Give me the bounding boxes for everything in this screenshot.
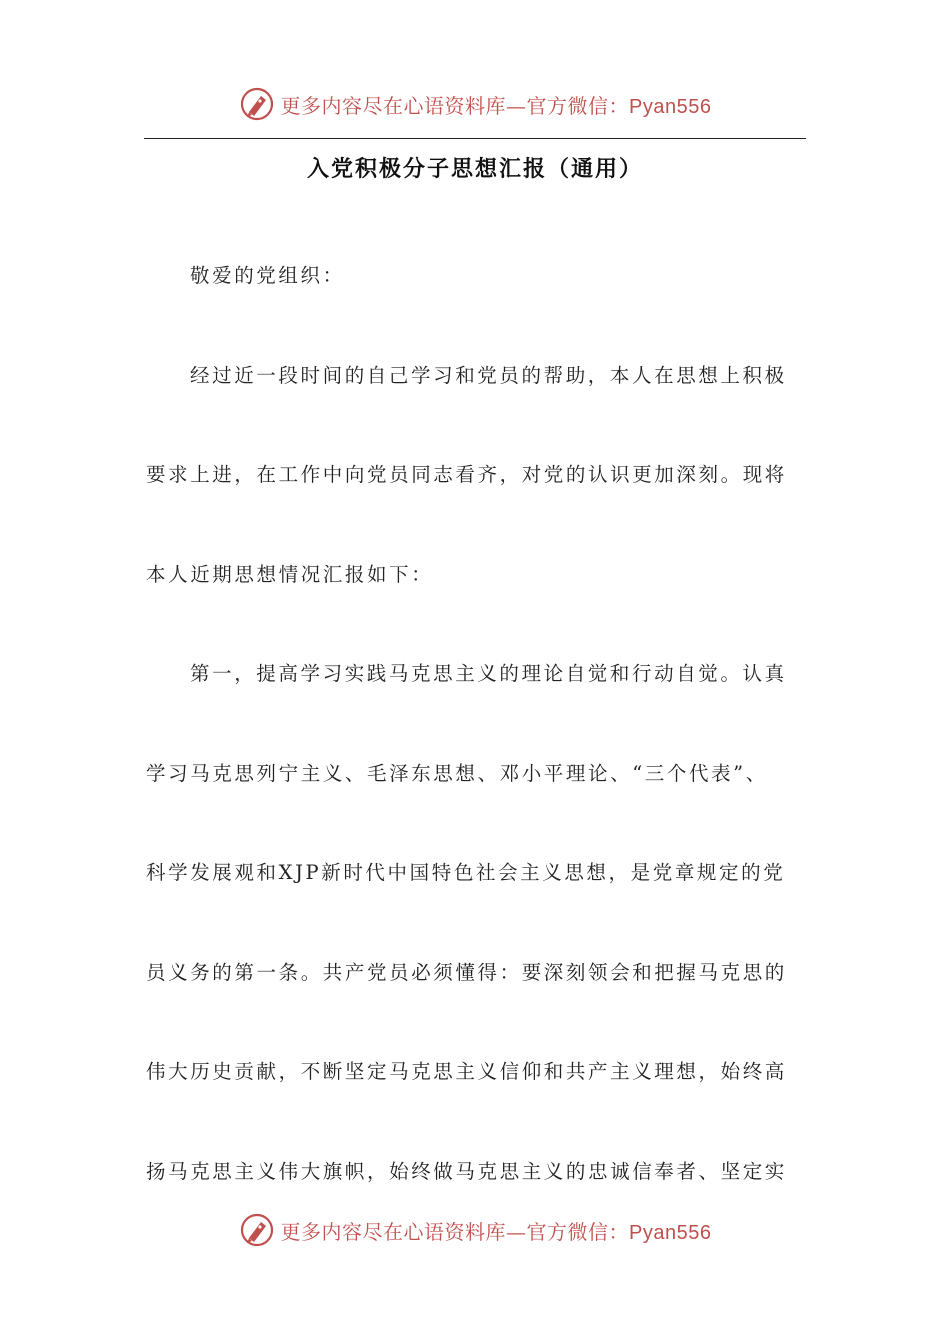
paragraph-line: 经过近一段时间的自己学习和党员的帮助，本人在思想上积极	[190, 363, 787, 387]
pen-nib-logo-icon	[239, 1212, 275, 1248]
watermark-text	[281, 90, 712, 119]
paragraph-line: 本人近期思想情况汇报如下：	[146, 562, 434, 586]
paragraph-line: 第一，提高学习实践马克思主义的理论自觉和行动自觉。认真	[190, 662, 787, 685]
watermark-wechat-id: Pyan556	[629, 95, 712, 118]
paragraph-line: 要求上进，在工作中向党员同志看齐，对党的认识更加深刻。现将	[146, 463, 787, 486]
paragraph-line: 科学发展观和XJP新时代中国特色社会主义思想，是党章规定的党	[146, 861, 786, 884]
document-body	[146, 226, 794, 1221]
paragraph-line: 扬马克思主义伟大旗帜，始终做马克思主义的忠诚信奉者、坚定实	[146, 1159, 787, 1183]
watermark-text	[281, 1216, 712, 1245]
paragraph-line: 伟大历史贡献，不断坚定马克思主义信仰和共产主义理想，始终高	[146, 1060, 787, 1083]
header-divider	[144, 138, 806, 139]
pen-nib-logo-icon	[239, 86, 275, 122]
footer-watermark	[0, 1208, 950, 1252]
paragraph-line: 学习马克思列宁主义、毛泽东思想、邓小平理论、“三个代表”、	[146, 761, 768, 785]
watermark-text-cn: 更多内容尽在心语资料库—官方微信：	[280, 1219, 630, 1244]
watermark-wechat-id: Pyan556	[629, 1221, 712, 1244]
watermark-text-cn: 更多内容尽在心语资料库—官方微信：	[280, 93, 630, 118]
salutation: 敬爱的党组织：	[190, 264, 345, 287]
document-title: 入党积极分子思想汇报（通用）	[306, 156, 643, 182]
paragraph-line: 员义务的第一条。共产党员必须懂得：要深刻领会和把握马克思的	[146, 960, 787, 984]
header-watermark	[0, 82, 950, 126]
